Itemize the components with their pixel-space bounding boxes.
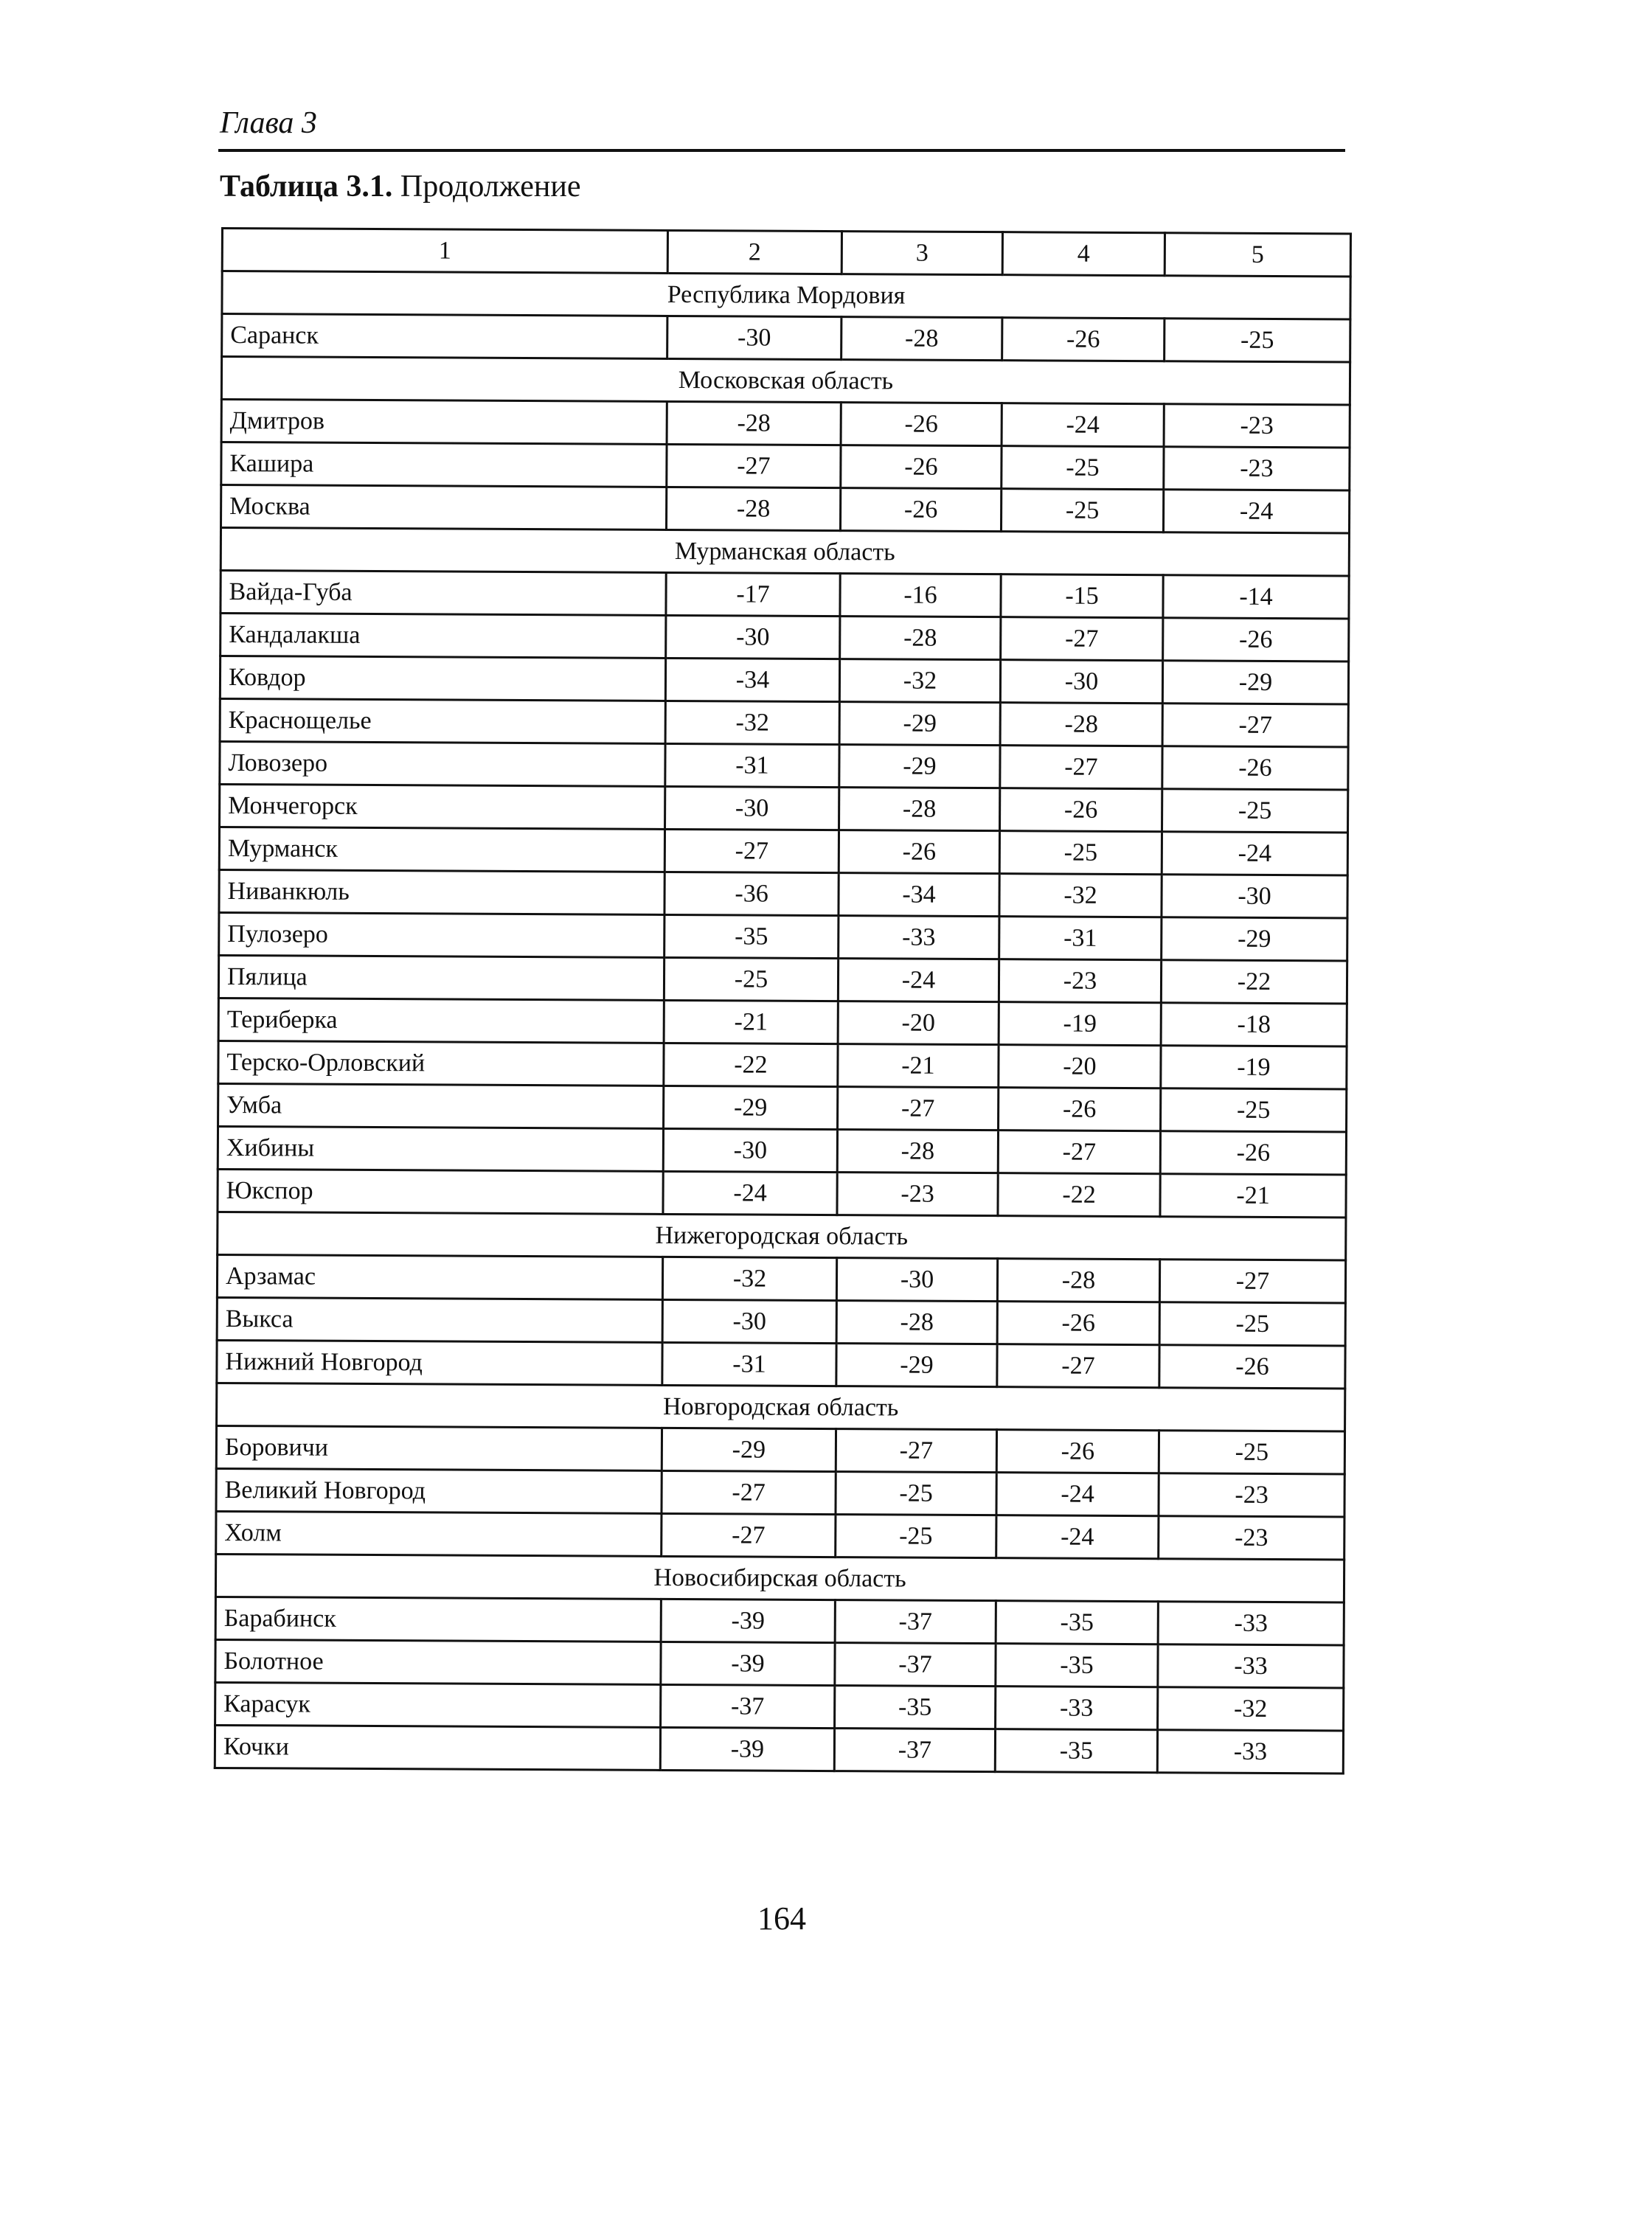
value-cell: -30 <box>665 786 839 830</box>
table-row <box>215 1682 1344 1730</box>
value-cell: -27 <box>1000 746 1162 789</box>
value-cell: -25 <box>1001 489 1163 532</box>
city-name-cell: Барабинск <box>215 1597 661 1642</box>
value-cell: -26 <box>1159 1345 1345 1389</box>
city-name-cell: Болотное <box>215 1639 661 1684</box>
table-row <box>221 485 1350 533</box>
city-name-cell: Холм <box>216 1511 662 1556</box>
value-cell: -29 <box>662 1428 836 1471</box>
city-name-cell: Дмитров <box>221 400 667 445</box>
region-name: Новосибирская область <box>215 1554 1344 1602</box>
city-name-cell: Кашира <box>221 442 667 487</box>
value-cell: -26 <box>840 488 1001 532</box>
value-cell: -19 <box>999 1002 1161 1046</box>
table-row <box>217 1340 1345 1388</box>
value-cell: -30 <box>663 1128 837 1172</box>
table-row <box>217 1297 1345 1345</box>
table-header-row <box>222 229 1350 277</box>
value-cell: -34 <box>665 658 839 701</box>
city-name-cell: Краснощелье <box>220 698 665 743</box>
region-row <box>221 357 1350 405</box>
city-name-cell: Арзамас <box>217 1254 662 1299</box>
value-cell: -25 <box>1159 1302 1345 1346</box>
value-cell: -27 <box>1159 1260 1345 1303</box>
value-cell: -23 <box>1159 1473 1344 1517</box>
table-caption-number: Таблица 3.1. <box>220 170 393 204</box>
value-cell: -23 <box>1164 404 1350 448</box>
table-row <box>215 1597 1344 1644</box>
table-row <box>218 1169 1346 1217</box>
city-name-cell: Боровичи <box>216 1425 662 1470</box>
value-cell: -20 <box>999 1045 1161 1088</box>
region-name: Республика Мордовия <box>222 271 1350 319</box>
column-header: 5 <box>1165 233 1350 277</box>
value-cell: -26 <box>1000 788 1162 832</box>
value-cell: -26 <box>999 1088 1161 1131</box>
table-row <box>218 1083 1347 1131</box>
city-name-cell: Кандалакша <box>221 614 666 659</box>
table-row <box>215 1725 1343 1773</box>
value-cell: -32 <box>665 701 839 744</box>
value-cell: -35 <box>835 1686 996 1729</box>
value-cell: -15 <box>1001 574 1163 618</box>
value-cell: -24 <box>996 1473 1159 1516</box>
value-cell: -23 <box>999 959 1161 1003</box>
city-name-cell: Пялица <box>218 955 664 1000</box>
region-row <box>218 1212 1346 1260</box>
value-cell: -27 <box>662 1513 836 1557</box>
value-cell: -19 <box>1161 1046 1347 1089</box>
value-cell: -22 <box>1161 960 1347 1004</box>
table-row <box>221 442 1350 490</box>
running-head <box>218 102 1345 152</box>
value-cell: -25 <box>1162 789 1348 833</box>
region-row <box>215 1554 1344 1602</box>
value-cell: -39 <box>661 1642 835 1685</box>
column-header: 4 <box>1002 232 1165 276</box>
value-cell: -25 <box>999 831 1162 875</box>
value-cell: -25 <box>836 1515 996 1558</box>
region-name: Мурманская область <box>221 528 1349 576</box>
value-cell: -26 <box>1160 1131 1346 1175</box>
value-cell: -37 <box>661 1684 835 1728</box>
table-row <box>218 1041 1347 1088</box>
value-cell: -29 <box>1162 917 1347 961</box>
city-name-cell: Териберка <box>218 998 664 1043</box>
value-cell: -30 <box>662 1299 836 1343</box>
value-cell: -20 <box>838 1001 999 1045</box>
table-row <box>216 1468 1344 1516</box>
table-body <box>215 229 1350 1774</box>
region-row <box>217 1383 1345 1431</box>
table-row <box>216 1425 1344 1473</box>
value-cell: -24 <box>838 959 999 1002</box>
table-row <box>218 955 1347 1003</box>
region-name: Новгородская область <box>217 1383 1345 1431</box>
city-name-cell: Ловозеро <box>220 741 665 786</box>
city-name-cell: Карасук <box>215 1682 661 1727</box>
value-cell: -26 <box>839 830 999 874</box>
city-name-cell: Великий Новгород <box>216 1468 662 1513</box>
value-cell: -30 <box>1000 660 1162 704</box>
city-name-cell: Мурманск <box>219 827 664 872</box>
table-row <box>217 1254 1345 1302</box>
value-cell: -39 <box>660 1727 834 1771</box>
value-cell: -28 <box>840 616 1001 660</box>
value-cell: -28 <box>839 788 1000 831</box>
value-cell: -30 <box>1162 875 1347 918</box>
value-cell: -22 <box>664 1043 838 1086</box>
chapter-title: Глава 3 <box>220 106 317 140</box>
value-cell: -35 <box>664 914 839 958</box>
table-caption <box>220 167 581 206</box>
value-cell: -21 <box>838 1044 999 1088</box>
table-row <box>220 741 1348 789</box>
city-name-cell: Вайда-Губа <box>221 571 666 616</box>
value-cell: -26 <box>841 403 1002 446</box>
table-row <box>221 571 1349 619</box>
table-row <box>221 400 1350 448</box>
value-cell: -28 <box>841 317 1002 361</box>
value-cell: -39 <box>661 1599 835 1642</box>
value-cell: -28 <box>667 401 841 445</box>
value-cell: -28 <box>667 487 841 530</box>
value-cell: -32 <box>662 1257 836 1300</box>
value-cell: -26 <box>1002 318 1165 361</box>
value-cell: -35 <box>996 1644 1158 1687</box>
value-cell: -27 <box>836 1429 996 1473</box>
table-caption-text: Продолжение <box>392 170 581 204</box>
value-cell: -27 <box>662 1470 836 1514</box>
city-name-cell: Выкса <box>217 1297 662 1342</box>
city-name-cell: Мончегорск <box>220 784 665 829</box>
value-cell: -31 <box>662 1342 836 1386</box>
value-cell: -37 <box>835 1600 996 1644</box>
value-cell: -24 <box>996 1515 1159 1559</box>
city-name-cell: Ниванкюль <box>219 869 664 914</box>
value-cell: -34 <box>839 873 999 917</box>
value-cell: -25 <box>836 1472 996 1515</box>
table-row <box>220 698 1348 746</box>
city-name-cell: Ковдор <box>220 656 665 701</box>
value-cell: -27 <box>998 1130 1160 1174</box>
region-row <box>222 271 1350 319</box>
value-cell: -23 <box>837 1173 998 1216</box>
table-row <box>220 656 1348 704</box>
value-cell: -37 <box>834 1729 995 1772</box>
region-name: Московская область <box>221 357 1350 405</box>
table-row <box>222 314 1350 362</box>
value-cell: -26 <box>841 445 1002 489</box>
city-name-cell: Терско-Орловский <box>218 1041 664 1086</box>
table-row <box>218 1126 1346 1174</box>
table-row <box>218 998 1347 1046</box>
table-row <box>221 614 1349 661</box>
value-cell: -16 <box>840 574 1001 617</box>
value-cell: -25 <box>1161 1088 1347 1132</box>
city-name-cell: Пулозеро <box>219 912 664 957</box>
table-row <box>219 912 1347 960</box>
value-cell: -35 <box>996 1601 1158 1644</box>
value-cell: -21 <box>664 1000 838 1043</box>
value-cell: -31 <box>999 917 1162 960</box>
value-cell: -27 <box>838 1087 999 1130</box>
value-cell: -29 <box>664 1086 838 1129</box>
column-header: 2 <box>667 230 841 274</box>
value-cell: -23 <box>1164 447 1350 490</box>
value-cell: -35 <box>995 1729 1157 1773</box>
region-row <box>221 528 1349 576</box>
value-cell: -25 <box>1165 319 1350 362</box>
value-cell: -23 <box>1159 1516 1344 1560</box>
value-cell: -21 <box>1160 1174 1346 1218</box>
value-cell: -31 <box>665 743 839 787</box>
value-cell: -24 <box>1163 490 1349 533</box>
value-cell: -30 <box>836 1258 997 1302</box>
value-cell: -17 <box>666 572 840 616</box>
value-cell: -27 <box>1001 617 1163 661</box>
value-cell: -25 <box>1002 446 1164 490</box>
value-cell: -27 <box>1162 704 1348 747</box>
value-cell: -29 <box>836 1344 997 1387</box>
value-cell: -18 <box>1161 1003 1347 1046</box>
value-cell: -32 <box>839 659 1000 703</box>
column-header: 1 <box>222 229 667 274</box>
table-row <box>216 1511 1344 1559</box>
table-row <box>220 784 1348 832</box>
city-name-cell: Юкспор <box>218 1169 663 1214</box>
value-cell: -26 <box>1163 618 1349 661</box>
value-cell: -28 <box>836 1301 997 1344</box>
value-cell: -33 <box>996 1687 1158 1730</box>
value-cell: -33 <box>839 916 999 959</box>
value-cell: -27 <box>997 1344 1159 1388</box>
value-cell: -33 <box>1158 1602 1344 1645</box>
value-cell: -33 <box>1158 1644 1344 1688</box>
table-row <box>215 1639 1344 1687</box>
value-cell: -24 <box>1162 832 1347 875</box>
value-cell: -27 <box>667 444 841 487</box>
value-cell: -28 <box>837 1130 998 1173</box>
value-cell: -29 <box>839 745 1000 788</box>
region-name: Нижегородская область <box>218 1212 1346 1260</box>
value-cell: -37 <box>835 1643 996 1687</box>
value-cell: -24 <box>663 1171 837 1215</box>
value-cell: -27 <box>664 829 839 872</box>
value-cell: -28 <box>997 1259 1159 1302</box>
value-cell: -26 <box>996 1430 1159 1473</box>
value-cell: -30 <box>667 316 841 359</box>
page-number: 164 <box>757 1900 806 1937</box>
value-cell: -24 <box>1002 403 1164 447</box>
value-cell: -26 <box>997 1302 1159 1345</box>
value-cell: -29 <box>1162 661 1348 704</box>
city-name-cell: Москва <box>221 485 667 530</box>
value-cell: -36 <box>664 872 839 915</box>
value-cell: -32 <box>999 874 1162 917</box>
value-cell: -28 <box>1000 703 1162 746</box>
value-cell: -25 <box>664 957 838 1001</box>
climate-data-table <box>214 227 1352 1774</box>
value-cell: -26 <box>1162 746 1348 790</box>
value-cell: -29 <box>839 702 1000 746</box>
value-cell: -22 <box>998 1173 1160 1217</box>
value-cell: -14 <box>1163 575 1349 619</box>
value-cell: -32 <box>1158 1687 1344 1731</box>
city-name-cell: Саранск <box>222 314 667 359</box>
table-row <box>219 827 1347 875</box>
city-name-cell: Нижний Новгород <box>217 1340 662 1385</box>
value-cell: -33 <box>1157 1730 1343 1774</box>
city-name-cell: Хибины <box>218 1126 663 1171</box>
table-row <box>219 869 1347 917</box>
city-name-cell: Кочки <box>215 1725 660 1770</box>
value-cell: -30 <box>666 615 840 659</box>
column-header: 3 <box>841 232 1002 275</box>
city-name-cell: Умба <box>218 1083 664 1128</box>
value-cell: -25 <box>1159 1431 1344 1474</box>
